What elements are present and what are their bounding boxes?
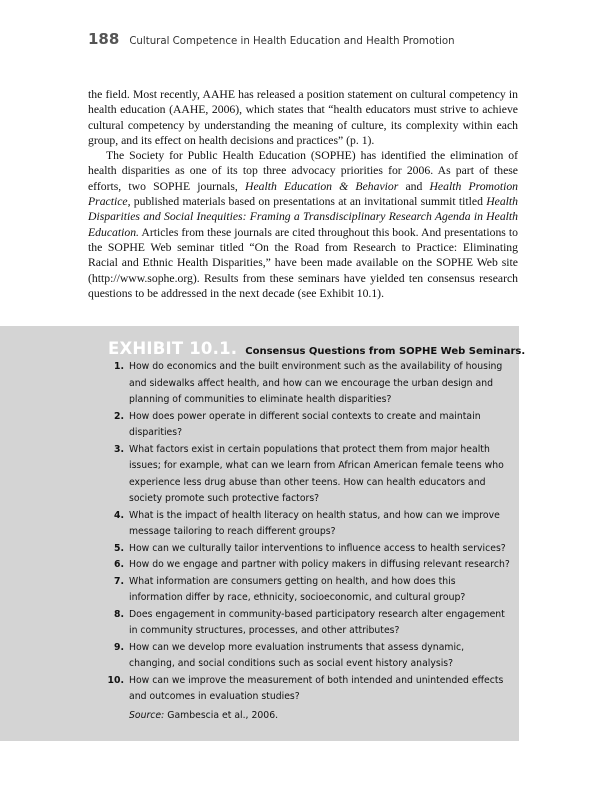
page-number: 188 bbox=[88, 30, 120, 48]
paragraph-2 bbox=[88, 148, 518, 301]
journal-title-2: Health Promotion Practice, bbox=[88, 179, 519, 209]
summit-title: Health Disparities and Social Inequities: Framing a Transdisciplinary Research Agenda in Health Education. bbox=[88, 195, 518, 239]
question-number: 10. bbox=[107, 674, 124, 686]
question-item bbox=[0, 640, 510, 673]
question-number: 1. bbox=[113, 361, 124, 372]
question-item bbox=[0, 508, 510, 541]
question-item bbox=[0, 442, 510, 508]
question-text: How do we engage and partner with policy makers in diffusing relevant research? bbox=[129, 559, 510, 570]
question-text: How does power operate in different social contexts to create and maintain disparities? bbox=[129, 410, 481, 438]
question-text: Does engagement in community-based participatory research alter engagement in community structures, processes, and other attributes? bbox=[129, 608, 505, 636]
question-number: 3. bbox=[113, 443, 124, 455]
running-title: Cultural Competence in Health Education and Health Promotion bbox=[129, 36, 455, 47]
question-text: What factors exist in certain populations that protect them from major health issues; for example, what can we learn from African American female teens who experience less drug abuse than other teens. How can health educators and society promote such protective factors? bbox=[129, 443, 504, 504]
paragraph-2-text-a: The Society for Public Health Education (SOPHE) has identified the elimination of health disparities as one of its top three advocacy priorities for 2006. As part of these efforts, two SOPHE journals, bbox=[88, 149, 518, 193]
question-text: What information are consumers getting on health, and how does this information differ by race, ethnicity, socioeconomic, and cultural group? bbox=[129, 575, 466, 603]
source-text: Gambescia et al., 2006. bbox=[164, 710, 279, 721]
question-number: 9. bbox=[113, 641, 124, 653]
question-number: 8. bbox=[113, 608, 124, 620]
question-text: How can we improve the measurement of both intended and unintended effects and outcomes in evaluation studies? bbox=[129, 674, 504, 702]
source-citation bbox=[129, 710, 278, 721]
question-text: How can we culturally tailor interventions to influence access to health services? bbox=[129, 542, 506, 554]
question-item bbox=[0, 541, 510, 558]
question-list bbox=[0, 359, 519, 706]
body-text bbox=[88, 87, 518, 301]
question-number: 4. bbox=[113, 509, 124, 521]
question-item bbox=[0, 607, 510, 640]
source-label: Source: bbox=[129, 710, 165, 721]
paragraph-2-text-c: published materials based on presentations at an invitational summit titled bbox=[130, 195, 487, 209]
paragraph-2-text-b: and bbox=[398, 179, 430, 193]
question-item bbox=[0, 409, 510, 442]
exhibit-header bbox=[108, 339, 525, 359]
question-text: How do economics and the built environment such as the availability of housing and sidewalks affect health, and how can we encourage the urban design and planning of communities to eliminate health disparities? bbox=[129, 361, 503, 405]
exhibit-title: Consensus Questions from SOPHE Web Seminars. bbox=[245, 346, 526, 357]
journal-title-1: Health Education & Behavior bbox=[245, 179, 399, 193]
paragraph-2-text-d: Articles from these journals are cited throughout this book. And presentations to the SOPHE Web seminar titled “On the Road from Research to Practice: Eliminating Racial and Ethnic Health Disparities,” have been made available on the SOPHE Web site (http://www.sophe.org). Results from these seminars have yielded ten consensus research questions to be addressed in the next decade (see Exhibit 10.1). bbox=[88, 225, 518, 300]
question-item bbox=[0, 557, 510, 574]
question-text: How can we develop more evaluation instruments that assess dynamic, changing, and social conditions such as social event history analysis? bbox=[129, 641, 465, 669]
question-number: 2. bbox=[113, 410, 124, 422]
exhibit-label: EXHIBIT 10.1. bbox=[108, 339, 238, 358]
question-item bbox=[0, 574, 510, 607]
question-item bbox=[0, 359, 510, 409]
paragraph-1: the field. Most recently, AAHE has released a position statement on cultural competency in health education (AAHE, 2006), which states that “health educators must strive to achieve cultural competency by understanding the meaning of culture, its complexity within each group, and its effect on health decisions and practices” (p. 1). bbox=[88, 88, 518, 147]
question-text: What is the impact of health literacy on health status, and how can we improve message tailoring to reach different groups? bbox=[129, 509, 500, 537]
question-number: 6. bbox=[113, 559, 124, 570]
question-item bbox=[0, 673, 510, 706]
exhibit-box bbox=[0, 326, 526, 741]
question-number: 7. bbox=[113, 575, 124, 587]
running-head bbox=[88, 30, 455, 49]
question-number: 5. bbox=[113, 542, 124, 554]
